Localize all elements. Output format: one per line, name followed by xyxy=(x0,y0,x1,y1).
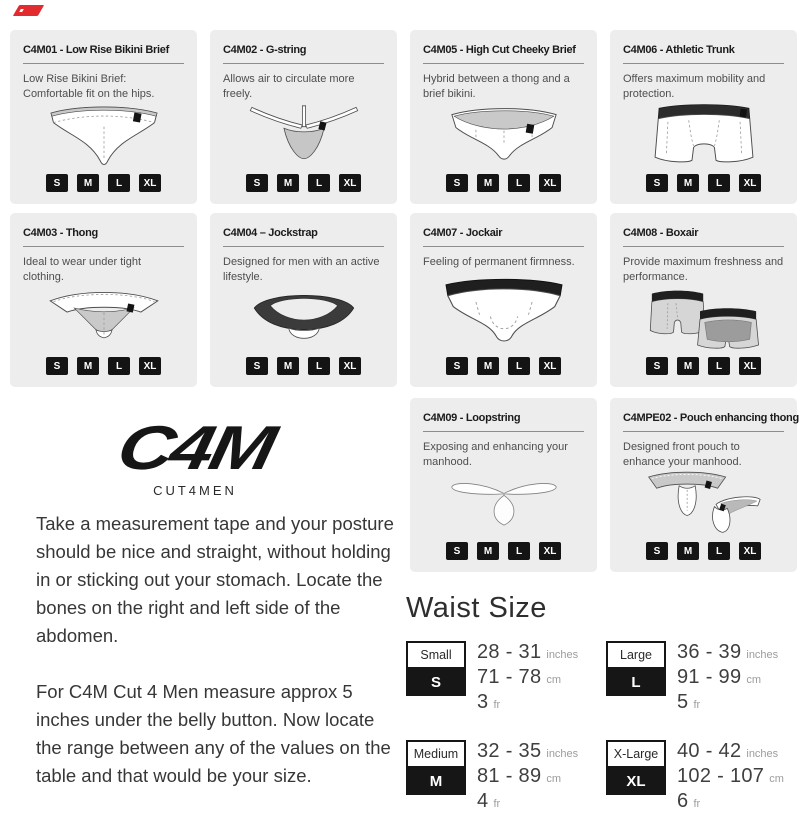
size-chip-row xyxy=(623,357,784,375)
fr-size: 4 xyxy=(477,790,489,812)
size-entries xyxy=(406,641,798,815)
cm-unit: cm xyxy=(546,674,562,686)
inches-unit: inches xyxy=(546,649,579,661)
size-chip-m[interactable]: M xyxy=(677,357,699,375)
size-chip-row xyxy=(623,174,784,192)
size-name-label: Medium xyxy=(406,740,466,768)
size-chip-xl[interactable]: XL xyxy=(139,357,161,375)
product-card xyxy=(610,30,797,204)
high-cut-cheeky-brief-icon xyxy=(423,101,584,170)
inches-range: 40 - 42 xyxy=(677,740,742,762)
athletic-trunk-icon xyxy=(623,101,784,170)
size-chip-l[interactable]: L xyxy=(708,357,730,375)
product-description: Ideal to wear under tight clothing. xyxy=(23,256,142,283)
jockair-icon xyxy=(423,270,584,353)
size-letter-badge: M xyxy=(406,768,466,795)
product-card xyxy=(410,398,597,572)
size-chip-row xyxy=(623,542,784,560)
title-divider xyxy=(623,246,784,247)
instructions-paragraph-2: For C4M Cut 4 Men measure approx 5 inches under the belly button. Now locate the range between any of the values on the table and that would be your size. xyxy=(36,681,391,786)
size-chip-row xyxy=(223,357,384,375)
product-title: C4M02 - G-string xyxy=(223,44,307,56)
title-divider xyxy=(623,63,784,64)
size-chip-l[interactable]: L xyxy=(708,174,730,192)
product-title: C4MPE02 - Pouch enhancing thong xyxy=(623,412,799,424)
product-card xyxy=(210,213,397,387)
title-divider xyxy=(23,246,184,247)
size-chip-l[interactable]: L xyxy=(708,542,730,560)
cm-unit: cm xyxy=(769,773,784,785)
size-name-label: Small xyxy=(406,641,466,669)
inches-range: 28 - 31 xyxy=(477,641,542,663)
cm-unit: cm xyxy=(746,674,762,686)
size-chip-s[interactable]: S xyxy=(246,357,268,375)
size-chip-m[interactable]: M xyxy=(277,357,299,375)
fr-unit: fr xyxy=(493,798,501,810)
size-chip-m[interactable]: M xyxy=(77,357,99,375)
size-chip-s[interactable]: S xyxy=(46,357,68,375)
size-chip-m[interactable]: M xyxy=(477,174,499,192)
product-card xyxy=(610,398,797,572)
size-chip-xl[interactable]: XL xyxy=(539,542,561,560)
size-chip-xl[interactable]: XL xyxy=(339,174,361,192)
inches-range: 36 - 39 xyxy=(677,641,742,663)
size-chip-xl[interactable]: XL xyxy=(539,174,561,192)
low-rise-bikini-brief-icon xyxy=(23,101,184,170)
instructions-paragraph-1: Take a measurement tape and your posture should be nice and straight, without holding in or sticking out your stomach. Locate the bones on the right and left side of the abdomen. xyxy=(36,513,394,646)
product-description: Offers maximum mobility and protection. xyxy=(623,73,766,100)
product-description: Designed for men with an active lifestyle. xyxy=(223,256,380,283)
size-chip-m[interactable]: M xyxy=(677,542,699,560)
size-entry-x-large xyxy=(606,740,798,815)
size-values xyxy=(477,740,578,815)
size-values xyxy=(677,740,784,815)
size-entry-medium xyxy=(406,740,606,815)
size-chip-xl[interactable]: XL xyxy=(139,174,161,192)
size-chip-xl[interactable]: XL xyxy=(739,174,761,192)
size-chip-s[interactable]: S xyxy=(446,357,468,375)
title-divider xyxy=(23,63,184,64)
cm-unit: cm xyxy=(546,773,562,785)
product-card xyxy=(610,213,797,387)
product-card xyxy=(10,30,197,204)
measurement-instructions xyxy=(36,510,394,818)
size-chip-s[interactable]: S xyxy=(646,174,668,192)
product-title: C4M06 - Athletic Trunk xyxy=(623,44,735,56)
product-description: Hybrid between a thong and a brief bikini. xyxy=(423,73,570,100)
inches-unit: inches xyxy=(546,748,579,760)
pouch-enhancing-thong-icon xyxy=(623,469,784,538)
fr-size: 6 xyxy=(677,790,689,812)
g-string-icon xyxy=(223,101,384,170)
product-title: C4M05 - High Cut Cheeky Brief xyxy=(423,44,576,56)
size-chip-s[interactable]: S xyxy=(646,357,668,375)
title-divider xyxy=(623,431,784,432)
inches-unit: inches xyxy=(746,649,779,661)
inches-unit: inches xyxy=(746,748,779,760)
inches-range: 32 - 35 xyxy=(477,740,542,762)
product-description: Low Rise Bikini Brief: Comfortable fit on the hips. xyxy=(23,73,155,100)
size-chip-row xyxy=(23,357,184,375)
size-name-label: Large xyxy=(606,641,666,669)
size-chip-xl[interactable]: XL xyxy=(739,357,761,375)
size-chip-m[interactable]: M xyxy=(477,357,499,375)
product-title: C4M03 - Thong xyxy=(23,227,98,239)
size-badge xyxy=(406,641,466,696)
boxair-icon xyxy=(623,284,784,353)
fr-unit: fr xyxy=(693,699,701,711)
fr-unit: fr xyxy=(493,699,501,711)
size-letter-badge: S xyxy=(406,669,466,696)
size-chip-row xyxy=(423,542,584,560)
title-divider xyxy=(223,63,384,64)
product-title: C4M09 - Loopstring xyxy=(423,412,521,424)
product-description: Exposing and enhancing your manhood. xyxy=(423,441,568,468)
thong-icon xyxy=(23,284,184,353)
size-badge xyxy=(406,740,466,795)
size-chip-l[interactable]: L xyxy=(308,174,330,192)
size-chip-l[interactable]: L xyxy=(508,542,530,560)
size-chip-m[interactable]: M xyxy=(77,174,99,192)
product-title: C4M08 - Boxair xyxy=(623,227,699,239)
product-description: Allows air to circulate more freely. xyxy=(223,73,355,100)
product-title: C4M04 – Jockstrap xyxy=(223,227,318,239)
waist-size-title: Waist Size xyxy=(406,592,547,624)
size-chip-s[interactable]: S xyxy=(246,174,268,192)
size-chip-xl[interactable]: XL xyxy=(339,357,361,375)
product-card xyxy=(410,30,597,204)
size-chip-s[interactable]: S xyxy=(646,542,668,560)
cm-range: 71 - 78 xyxy=(477,666,542,688)
size-chip-row xyxy=(423,174,584,192)
product-card xyxy=(210,30,397,204)
cm-range: 81 - 89 xyxy=(477,765,542,787)
size-values xyxy=(477,641,578,716)
size-chip-l[interactable]: L xyxy=(308,357,330,375)
size-badge xyxy=(606,740,666,795)
size-name-label: X-Large xyxy=(606,740,666,768)
size-chip-l[interactable]: L xyxy=(508,174,530,192)
red-corner-ribbon-icon xyxy=(13,5,44,16)
title-divider xyxy=(223,246,384,247)
size-chip-m[interactable]: M xyxy=(277,174,299,192)
brand-wordmark: CUT4MEN xyxy=(153,483,237,498)
jockstrap-icon xyxy=(223,284,384,353)
size-letter-badge: XL xyxy=(606,768,666,795)
size-chip-xl[interactable]: XL xyxy=(739,542,761,560)
size-values xyxy=(677,641,778,716)
product-title: C4M01 - Low Rise Bikini Brief xyxy=(23,44,169,56)
loopstring-icon xyxy=(423,469,584,538)
size-chip-l[interactable]: L xyxy=(508,357,530,375)
fr-unit: fr xyxy=(693,798,701,810)
product-description: Designed front pouch to enhance your manhood. xyxy=(623,441,742,468)
size-chip-m[interactable]: M xyxy=(477,542,499,560)
product-card xyxy=(10,213,197,387)
size-chip-xl[interactable]: XL xyxy=(539,357,561,375)
title-divider xyxy=(423,431,584,432)
product-card xyxy=(410,213,597,387)
brand-logo xyxy=(40,414,350,498)
size-chip-l[interactable]: L xyxy=(108,174,130,192)
size-chip-m[interactable]: M xyxy=(677,174,699,192)
product-description: Feeling of permanent firmness. xyxy=(423,256,575,268)
fr-size: 3 xyxy=(477,691,489,713)
size-chip-l[interactable]: L xyxy=(108,357,130,375)
size-chip-row xyxy=(23,174,184,192)
size-chip-s[interactable]: S xyxy=(446,542,468,560)
product-description: Provide maximum freshness and performance. xyxy=(623,256,784,283)
size-chip-s[interactable]: S xyxy=(46,174,68,192)
c4m-logo-icon: C4M xyxy=(111,414,279,483)
waist-size-section xyxy=(406,592,798,815)
size-entry-large xyxy=(606,641,798,716)
title-divider xyxy=(423,246,584,247)
title-divider xyxy=(423,63,584,64)
cm-range: 91 - 99 xyxy=(677,666,742,688)
product-title: C4M07 - Jockair xyxy=(423,227,503,239)
size-badge xyxy=(606,641,666,696)
fr-size: 5 xyxy=(677,691,689,713)
size-letter-badge: L xyxy=(606,669,666,696)
cm-range: 102 - 107 xyxy=(677,765,765,787)
size-chip-row xyxy=(423,357,584,375)
size-chip-row xyxy=(223,174,384,192)
size-entry-small xyxy=(406,641,606,716)
size-chip-s[interactable]: S xyxy=(446,174,468,192)
